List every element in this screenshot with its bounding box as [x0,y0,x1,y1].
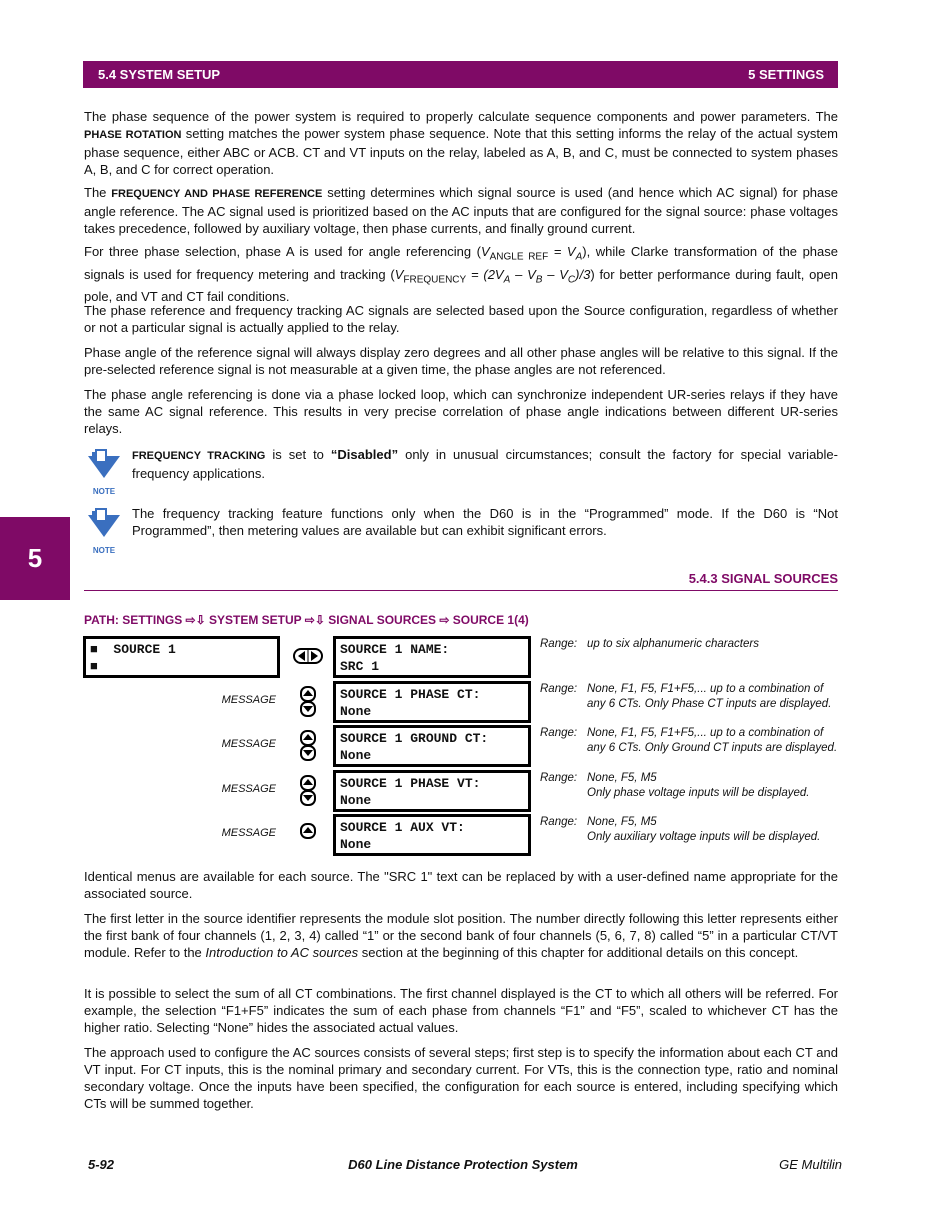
up-down-arrows-icon [300,686,316,723]
paragraph-identical-menus: Identical menus are available for each source. The "SRC 1" text can be replaced by with a user-defined name appropriate for the associated source. [84,869,838,901]
up-down-arrows-icon [300,775,316,812]
paragraph-signal-selection: The phase reference and frequency tracking AC signals are selected based upon the Source configuration, regardless of whether or not a particular signal is actually applied to the relay. [84,303,838,335]
footer-page-number: 5-92 [88,1157,115,1172]
menu-root-source-1: ■ SOURCE 1 ■ [83,636,280,678]
message-label: MESSAGE [221,738,276,750]
footer-title: D60 Line Distance Protection System [348,1157,578,1172]
range-info: Range: None, F1, F5, F1+F5,... up to a combination of any 6 CTs. Only Phase CT inputs are displayed. [540,683,832,710]
paragraph-phase-rotation: The phase sequence of the power system is required to properly calculate sequence components and power parameters. The PHASE ROTATION setting matches the power system phase sequence. Note that this setting informs the relay of the actual system phase sequence, either ABC or ACB. CT and VT inputs on the relay, labeled as A, B, and C, must be connected to system phases A, B, and C for correct operation. [84,109,838,177]
note-text: FREQUENCY TRACKING is set to “Disabled” only in unusual circumstances; consult the factory for special variable-frequency applications. [132,447,838,481]
menu-item-box[interactable]: SOURCE 1 PHASE CT: None [333,681,531,723]
range-info: Range: None, F5, M5 Only phase voltage inputs will be displayed. [540,772,810,799]
settings-path: PATH: SETTINGS ⇨⇩ SYSTEM SETUP ⇨⇩ SIGNAL SOURCES ⇨ SOURCE 1(4) [84,613,529,627]
menu-item-box[interactable]: SOURCE 1 GROUND CT: None [333,725,531,767]
note-programmed-mode [84,505,838,555]
header-section: 5.4 SYSTEM SETUP [98,67,221,82]
menu-item-box[interactable]: SOURCE 1 AUX VT: None [333,814,531,856]
paragraph-configuration-approach: The approach used to configure the AC sources consists of several steps; first step is to specify the information about each CT and VT input. For CT inputs, this is the nominal primary and secondary current. For VTs, this is the connection type, ratio and nominal secondary voltage. Once the inputs have been specified, the configuration for each source is entered, including specifying which CTs will be summed together. [84,1045,838,1111]
paragraph-source-identifier: The first letter in the source identifier represents the module slot position. The number directly following this letter represents either the first bank of four channels (1, 2, 3, 4) called “1” or the second bank of four channels (5, 6, 7, 8) called “5” in a particular CT/VT module. Refer to the Introduction to AC sources section at the beginning of this chapter for additional details on this concept. [84,911,838,960]
note-icon: NOTE [86,507,122,555]
range-info: Range: up to six alphanumeric characters [540,638,759,650]
message-label: MESSAGE [221,694,276,706]
chapter-tab: 5 [0,517,70,600]
paragraph-frequency-reference: The FREQUENCY AND PHASE REFERENCE setting determines which signal source is used (and hence which AC signal) for phase angle reference. The AC signal used is prioritized based on the AC inputs that are configured for the signal source: phase voltages takes precedence, followed by auxiliary voltage, then phase currents, and finally ground current. [84,185,838,236]
range-info: Range: None, F1, F5, F1+F5,... up to a combination of any 6 CTs. Only Ground CT inputs are displayed. [540,727,838,754]
note-frequency-tracking [84,446,838,496]
menu-item-box[interactable]: SOURCE 1 NAME: SRC 1 [333,636,531,678]
note-text: The frequency tracking feature functions only when the D60 is in the “Programmed” mode. If the D60 is “Not Programmed”, then metering values are available but can exhibit significant errors. [132,506,838,538]
note-icon: NOTE [86,448,122,496]
message-label: MESSAGE [221,827,276,839]
footer-company: GE Multilin [779,1157,842,1172]
header-chapter: 5 SETTINGS [748,67,824,82]
range-info: Range: None, F5, M5 Only auxiliary voltage inputs will be displayed. [540,816,821,843]
page-header [83,61,838,88]
paragraph-phase-locked-loop: The phase angle referencing is done via a phase locked loop, which can synchronize independent UR-series relays if they have the same AC signal reference. This results in very precise correlation of phase angle indications between different UR-series relays. [84,387,838,436]
menu-item-box[interactable]: SOURCE 1 PHASE VT: None [333,770,531,812]
up-down-arrows-icon [300,730,316,767]
up-arrow-icon [300,823,316,844]
left-right-arrows-icon [293,648,323,669]
message-label: MESSAGE [221,783,276,795]
paragraph-phase-angle: Phase angle of the reference signal will always display zero degrees and all other phase angles will be relative to this signal. If the pre-selected reference signal is not measurable at a given time, the phase angles are not referenced. [84,345,838,377]
paragraph-ct-sum: It is possible to select the sum of all CT combinations. The first channel displayed is the CT to which all others will be referred. For example, the selection “F1+F5” indicates the sum of each phase from channels “F1” and “F5”, scaled to whichever CT has the higher ratio. Selecting “None” hides the associated actual values. [84,986,838,1035]
section-title: 5.4.3 SIGNAL SOURCES [84,571,838,591]
paragraph-angle-referencing: For three phase selection, phase A is used for angle referencing $(V_{ANGLE REF} = V_A)$, while Clarke transformation of the phase signals is used for frequency metering and tracking $(V_{FREQUENCY} = (2V_A - V_B - V_C)/3)$ for better performance during fault, open pole, and VT and CT fail conditions. [84,244,839,305]
